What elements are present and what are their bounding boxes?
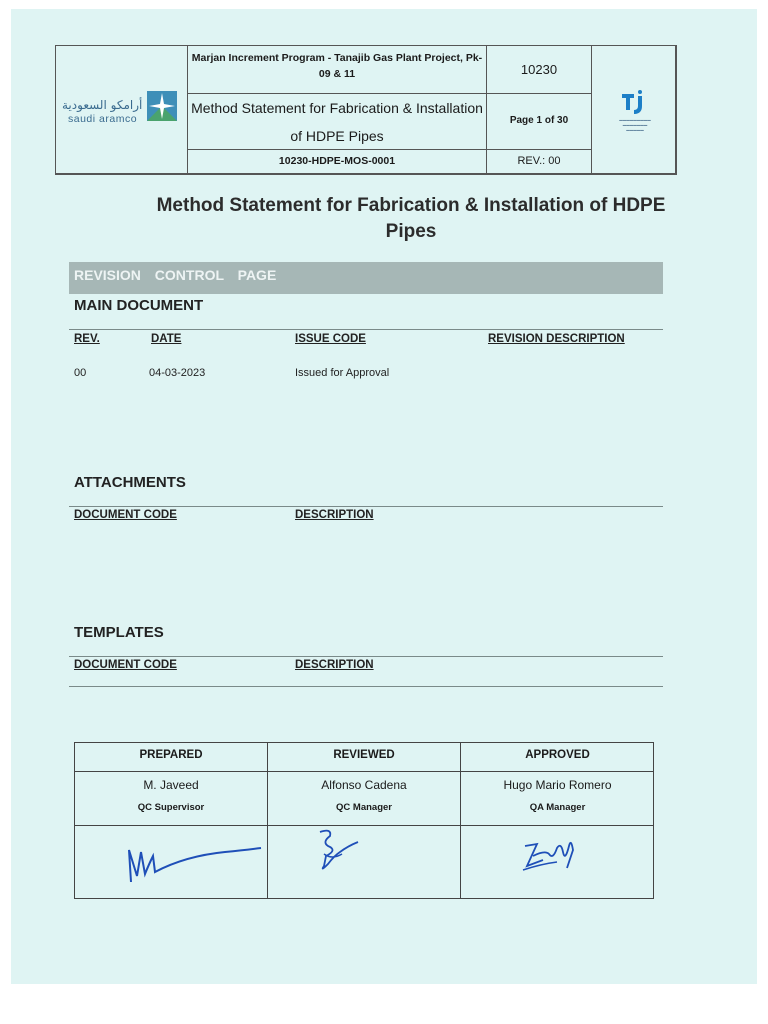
approver-role: QC Supervisor bbox=[137, 802, 205, 813]
signature bbox=[461, 825, 654, 898]
aramco-logo bbox=[56, 46, 188, 174]
main-document-heading: MAIN DOCUMENT bbox=[74, 297, 204, 314]
table-cell-date: 04-03-2023 bbox=[149, 367, 206, 379]
revision-number: REV.: 00 bbox=[487, 150, 592, 174]
divider bbox=[69, 656, 663, 657]
templates-heading: TEMPLATES bbox=[74, 624, 164, 641]
document-page bbox=[11, 9, 757, 984]
approval-reviewed bbox=[268, 743, 461, 898]
document-title: Method Statement for Fabrication & Installation of HDPE Pipes bbox=[188, 94, 487, 150]
document-number: 10230-HDPE-MOS-0001 bbox=[188, 150, 487, 174]
column-header-rev: REV. bbox=[74, 333, 100, 345]
aramco-arabic-text: أرامكو السعودية bbox=[62, 98, 143, 112]
column-header-document-code: DOCUMENT CODE bbox=[74, 509, 177, 521]
divider bbox=[69, 506, 663, 507]
signature bbox=[268, 825, 460, 898]
page-title: Method Statement for Fabrication & Installation of HDPE Pipes bbox=[156, 195, 666, 242]
approver-name: Hugo Mario Romero bbox=[503, 778, 612, 792]
divider bbox=[69, 329, 663, 330]
approval-table bbox=[74, 742, 654, 899]
divider bbox=[69, 686, 663, 687]
header-block bbox=[55, 45, 677, 175]
approval-heading: APPROVED bbox=[461, 743, 654, 772]
page-info: Page 1 of 30 bbox=[487, 94, 592, 150]
client-fine-print-icon: ▬▬▬▬▬▬▬▬▬ ▬▬▬▬▬▬▬ ▬▬▬▬▬ bbox=[619, 118, 651, 132]
aramco-star-icon bbox=[146, 90, 178, 122]
approver-role: QA Manager bbox=[529, 802, 586, 813]
attachments-heading: ATTACHMENTS bbox=[74, 474, 186, 491]
client-logo bbox=[592, 46, 676, 174]
table-cell-issue-code: Issued for Approval bbox=[295, 367, 390, 379]
column-header-date: DATE bbox=[151, 333, 182, 345]
revision-control-bar: REVISION CONTROL PAGE bbox=[69, 262, 663, 294]
signature-icon bbox=[268, 826, 461, 898]
column-header-description: DESCRIPTION bbox=[295, 509, 374, 521]
signature bbox=[75, 825, 267, 898]
column-header-document-code: DOCUMENT CODE bbox=[74, 659, 177, 671]
project-number: 10230 bbox=[487, 46, 592, 94]
column-header-revision-description: REVISION DESCRIPTION bbox=[488, 333, 625, 345]
table-cell-rev: 00 bbox=[74, 367, 87, 379]
approver-name: Alfonso Cadena bbox=[321, 778, 407, 792]
approval-approved bbox=[461, 743, 654, 898]
approval-heading: PREPARED bbox=[75, 743, 267, 772]
signature-icon bbox=[461, 826, 654, 898]
tj-logo-icon bbox=[620, 90, 646, 114]
approver-role: QC Manager bbox=[336, 802, 392, 813]
approver-name: M. Javeed bbox=[143, 778, 199, 792]
approval-prepared bbox=[75, 743, 268, 898]
aramco-english-text: saudi aramco bbox=[68, 113, 138, 125]
project-title: Marjan Increment Program - Tanajib Gas Plant Project, Pk-09 & 11 bbox=[188, 46, 487, 94]
column-header-issue-code: ISSUE CODE bbox=[295, 333, 366, 345]
column-header-description: DESCRIPTION bbox=[295, 659, 374, 671]
signature-icon bbox=[75, 826, 268, 898]
approval-heading: REVIEWED bbox=[268, 743, 460, 772]
